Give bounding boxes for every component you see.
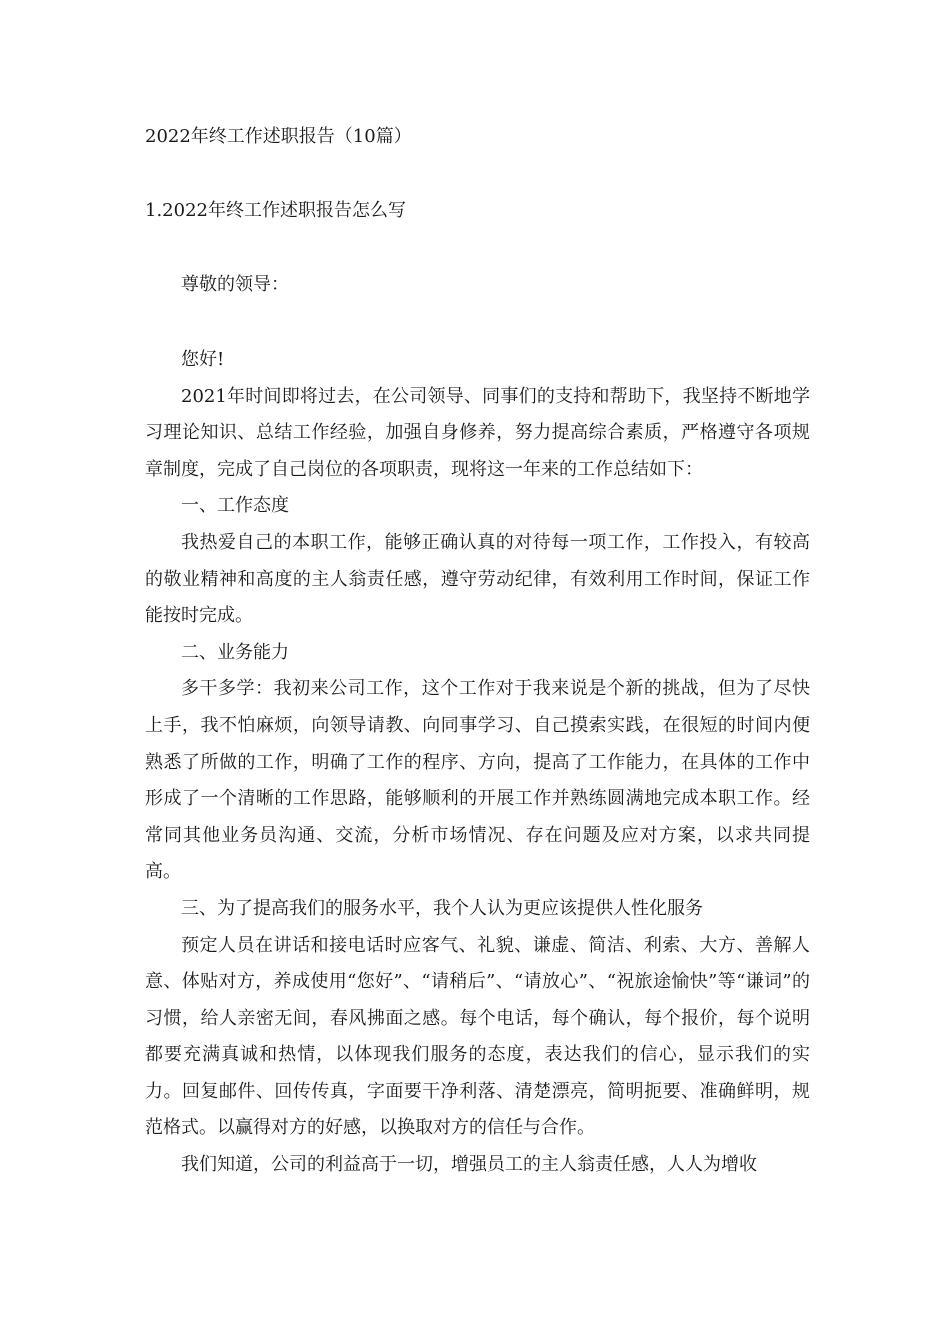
document-subtitle: 1.2022年终工作述职报告怎么写 bbox=[145, 200, 406, 221]
section-heading-attitude: 一、工作态度 bbox=[181, 495, 289, 517]
greeting-paragraph: 您好! bbox=[181, 349, 225, 370]
intro-paragraph: 2021年时间即将过去，在公司领导、同事们的支持和帮助下，我坚持不断地学习理论知识、总结工作经验，加强自身修养，努力提高综合素质，严格遵守各项规章制度，完成了自己岗位的各项职责，现将这一年来的工作总结如下： bbox=[145, 385, 810, 480]
ability-paragraph: 多干多学：我初来公司工作，这个工作对于我来说是个新的挑战，但为了尽快上手，我不怕麻烦，向领导请教、向同事学习、自己摸索实践，在很短的时间内便熟悉了所做的工作，明确了工作的程序、方向，提高了工作能力，在具体的工作中形成了一个清晰的工作思路，能够顺利的开展工作并熟练圆满地完成本职工作。经常同其他业务员沟通、交流，分析市场情况、存在问题及应对方案，以求共同提高。 bbox=[145, 678, 810, 883]
section-heading-ability: 二、业务能力 bbox=[181, 641, 289, 663]
document-title: 2022年终工作述职报告（10篇） bbox=[145, 126, 412, 147]
closing-paragraph: 我们知道，公司的利益高于一切，增强员工的主人翁责任感，人人为增收 bbox=[181, 1154, 757, 1176]
section-heading-service: 三、为了提高我们的服务水平，我个人认为更应该提供人性化服务 bbox=[181, 897, 703, 919]
attitude-paragraph: 我热爱自己的本职工作，能够正确认真的对待每一项工作，工作投入，有较高的敬业精神和高度的主人翁责任感，遵守劳动纪律，有效利用工作时间，保证工作能按时完成。 bbox=[145, 531, 810, 627]
salutation: 尊敬的领导： bbox=[181, 274, 289, 295]
service-paragraph: 预定人员在讲话和接电话时应客气、礼貌、谦虚、简洁、利索、大方、善解人意、体贴对方，养成使用“您好”、“请稍后”、“请放心”、“祝旅途愉快”等“谦词”的习惯，给人亲密无间，春风拂面之感。每个电话，每个确认，每个报价，每个说明都要充满真诚和热情，以体现我们服务的态度，表达我们的信心，显示我们的实力。回复邮件、回传传真，字面要干净利落、清楚漂亮，简明扼要、准确鲜明，规范格式。以赢得对方的好感，以换取对方的信任与合作。 bbox=[145, 934, 810, 1139]
document-body bbox=[145, 342, 810, 1184]
